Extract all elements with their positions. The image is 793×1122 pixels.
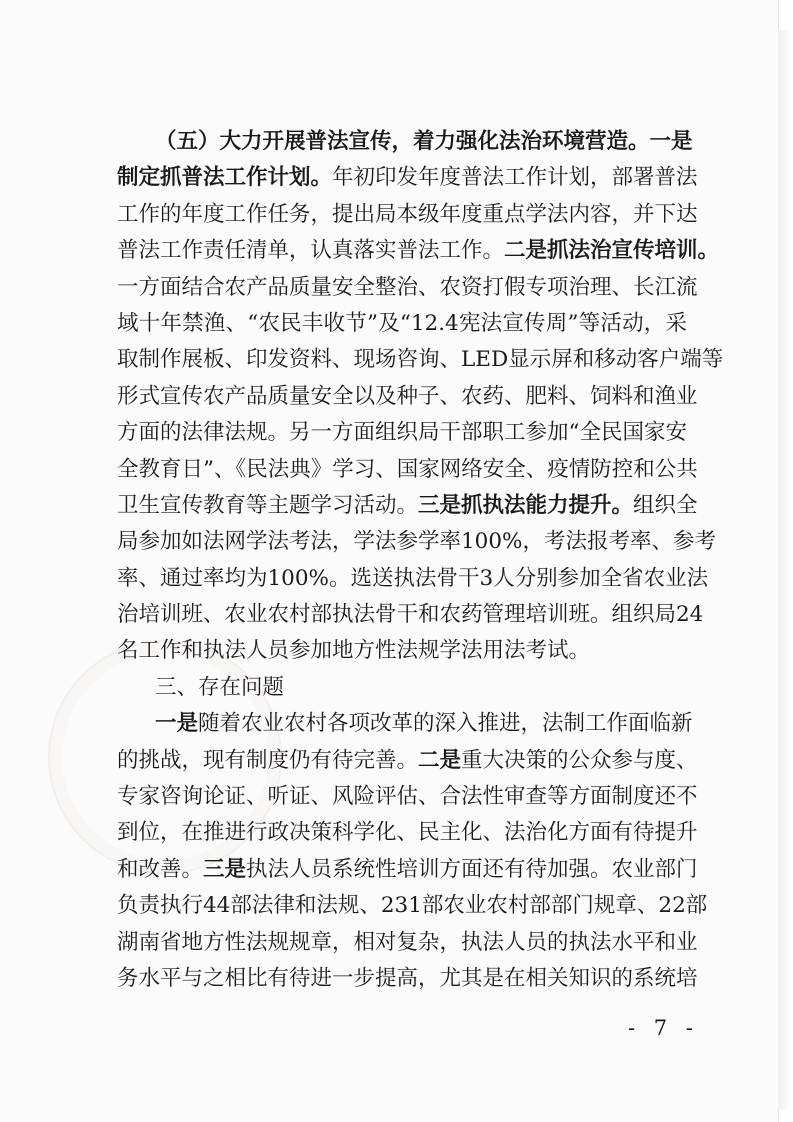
- text-line: [117, 524, 716, 560]
- text-line: [117, 415, 687, 451]
- text-line: [117, 706, 693, 742]
- text-line: [117, 888, 708, 924]
- text-line: [117, 815, 698, 851]
- text-span: 一方面结合农产品质量安全整治、农资打假专项治理、长江流: [117, 274, 698, 300]
- text-line: [117, 561, 709, 597]
- page-number: - 7 -: [628, 1016, 699, 1040]
- text-span: 全教育日”、《民法典》学习、国家网络安全、疫情防控和公共: [117, 456, 698, 482]
- text-span: 随着农业农村各项改革的深入推进，法制工作面临新: [198, 711, 693, 737]
- bold-text: 二是抓法治宣传培训。: [504, 238, 720, 264]
- text-span: 三、存在问题: [155, 674, 285, 700]
- text-line: [117, 925, 698, 961]
- text-line: [117, 160, 698, 196]
- text-line: [117, 342, 724, 378]
- text-span: 治培训班、农业农村部执法骨干和农药管理培训班。组织局24: [117, 602, 704, 628]
- text-line: [117, 379, 698, 415]
- text-line: [117, 270, 698, 306]
- text-span: 率、通过率均为100%。选送执法骨干3人分别参加全省农业法: [117, 565, 709, 591]
- text-span: 域十年禁渔、“农民丰收节”及“12.4宪法宣传周”等活动，采: [117, 310, 687, 336]
- bold-text: 二是: [418, 747, 462, 773]
- text-line: [117, 743, 698, 779]
- text-span: 取制作展板、印发资料、现场咨询、LED显示屏和移动客户端等: [117, 347, 724, 373]
- text-span: 方面的法律法规。另一方面组织局干部职工参加“全民国家安: [117, 420, 687, 446]
- text-span: 名工作和执法人员参加地方性法规学法用法考试。: [117, 638, 591, 664]
- text-span: 工作的年度工作任务，提出局本级年度重点学法内容，并下达: [117, 201, 698, 227]
- text-line: [117, 452, 698, 488]
- text-line: [117, 779, 698, 815]
- text-line: [117, 633, 687, 669]
- document-body: [117, 124, 724, 997]
- text-span: 到位，在推进行政决策科学化、民主化、法治化方面有待提升: [117, 820, 698, 846]
- text-span: 局参加如法网学法考法，学法参学率100%，考法报考率、参考: [117, 529, 716, 555]
- text-span: 年初印发年度普法工作计划，部署普法: [332, 165, 698, 191]
- bold-text: 一是: [155, 711, 199, 737]
- text-span: 组织全: [633, 492, 698, 518]
- text-line: [117, 852, 698, 888]
- text-span: 湖南省地方性法规规章，相对复杂，执法人员的执法水平和业: [117, 929, 698, 955]
- text-span: 卫生宣传教育等主题学习活动。: [117, 492, 419, 518]
- text-span: 重大决策的公众参与度、: [461, 747, 698, 773]
- text-line: [117, 233, 720, 269]
- text-line: [117, 670, 687, 706]
- text-span: 普法工作责任清单，认真落实普法工作。: [117, 238, 505, 264]
- text-line: [117, 961, 698, 997]
- text-line: [117, 488, 698, 524]
- text-line: [117, 124, 693, 160]
- text-span: 执法人员系统性培训方面还有待加强。农业部门: [246, 856, 698, 882]
- bold-text: 制定抓普法工作计划。: [117, 165, 333, 191]
- text-line: [117, 197, 698, 233]
- text-span: 务水平与之相比有待进一步提高，尤其是在相关知识的系统培: [117, 965, 698, 991]
- text-span: 负责执行44部法律和法规、231部农业农村部部门规章、22部: [117, 893, 708, 919]
- text-span: 和改善。: [117, 856, 204, 882]
- bold-text: 三是抓执法能力提升。: [418, 492, 634, 518]
- text-line: [117, 597, 704, 633]
- bold-text: 三是: [203, 856, 247, 882]
- text-span: 专家咨询论证、听证、风险评估、合法性审查等方面制度还不: [117, 784, 698, 810]
- text-span: 的挑战，现有制度仍有待完善。: [117, 747, 419, 773]
- page-edge: [778, 30, 793, 1110]
- bold-text: （五）大力开展普法宣传，着力强化法治环境营造。一是: [155, 129, 693, 154]
- text-span: 形式宣传农产品质量安全以及种子、农药、肥料、饲料和渔业: [117, 383, 698, 409]
- text-line: [117, 306, 687, 342]
